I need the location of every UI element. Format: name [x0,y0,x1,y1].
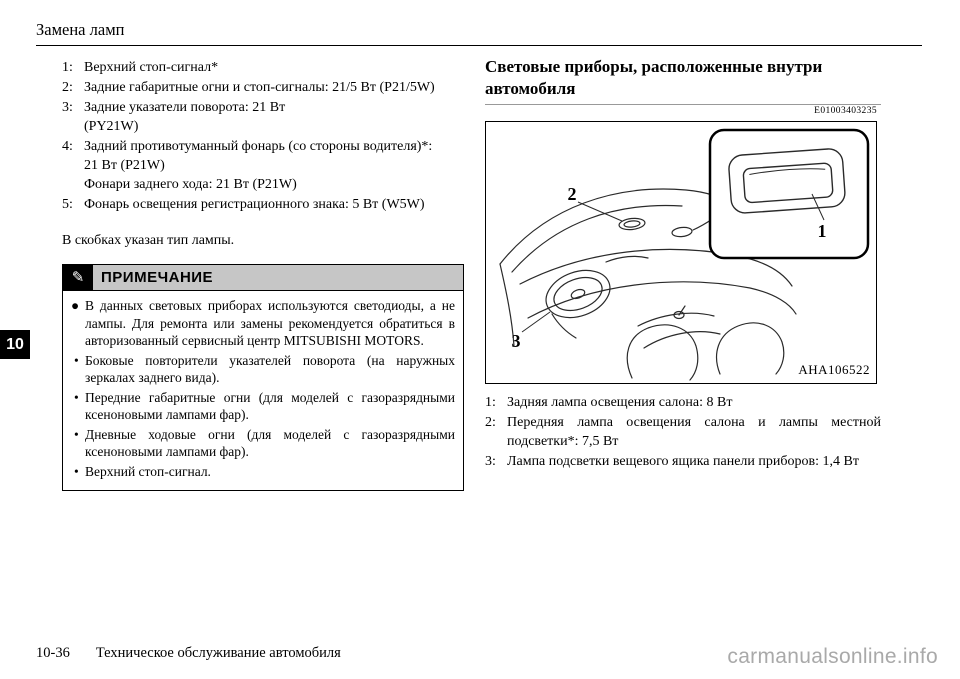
list-number: 5: [62,197,73,212]
list-text [84,78,464,97]
figure-caption: AHA106522 [798,362,870,377]
right-column [485,56,881,472]
footer-section-title: Техническое обслуживание автомобиля [95,645,341,661]
page-footer [36,645,341,662]
exterior-lamp-list [62,58,464,214]
interior-lamp-list [485,393,881,471]
list-line: Фонари заднего хода: 21 Вт (P21W) [84,177,297,192]
note-bullet-text: Верхний стоп-сигнал. [85,463,211,479]
note-bullet-item [74,389,455,424]
page-number: 10-36 [36,645,70,661]
list-item [485,413,881,451]
bullet-dot-icon: ● [71,298,80,313]
bullet-icon: • [74,463,79,479]
list-item [62,98,464,136]
note-bullet-item [74,352,455,387]
list-item [62,195,464,214]
list-line: Задний противотуманный фонарь (со стороны водителя)*: [84,139,433,154]
list-text [84,137,464,194]
list-line: Задние указатели поворота: 21 Вт [84,100,286,115]
callout-1: 1 [817,221,827,241]
note-lead-item [71,297,455,350]
callout-2: 2 [567,184,577,204]
list-number: 3: [485,454,496,469]
section-rule [485,104,881,105]
note-bullet-text: Передние габаритные огни (для моделей с газоразрядными ксеноновыми лампами фар). [85,389,455,422]
list-number: 1: [485,395,496,410]
note-bullet-item [74,463,455,481]
list-line: 21 Вт (P21W) [84,158,165,173]
list-number: 2: [485,415,496,430]
note-body [63,291,463,490]
bullet-icon: • [74,426,79,442]
left-column [62,58,464,491]
list-line: Верхний стоп-сигнал* [84,60,219,75]
bullet-icon: • [74,352,79,368]
reference-code: E01003403235 [814,106,877,116]
note-bullet-text: Дневные ходовые огни (для моделей с газоразрядными ксеноновыми лампами фар). [85,426,455,459]
note-bullet-text: Боковые повторители указателей поворота (на наружных зеркалах заднего вида). [85,352,455,385]
list-item [485,393,881,412]
note-pencil-icon: ✎ [63,265,93,290]
list-number: 1: [62,60,73,75]
chapter-tab: 10 [0,330,30,359]
running-header: Замена ламп [36,20,125,39]
note-box [62,264,464,491]
figure-inset [710,130,868,258]
callout-3: 3 [511,331,521,351]
list-item [62,137,464,194]
list-text: Лампа подсветки вещевого ящика панели приборов: 1,4 Вт [507,454,859,469]
list-item [62,78,464,97]
interior-figure-illustration [486,122,875,382]
note-title: ПРИМЕЧАНИЕ [101,269,214,286]
list-number: 2: [62,80,73,95]
list-line: (PY21W) [84,119,139,134]
bullet-icon: • [74,389,79,405]
list-number: 4: [62,139,73,154]
list-text [84,98,464,136]
note-header [63,265,463,291]
list-item [62,58,464,77]
list-item [485,452,881,471]
note-lead-text: В данных световых приборах используются светодиоды, а не лампы. Для ремонта или замены рекомендуется обратиться в авторизованный сервисный центр MITSUBISHI MOTORS. [85,298,455,348]
header-rule [36,45,922,46]
list-text: Передняя лампа освещения салона и лампы местной подсветки*: 7,5 Вт [507,415,881,449]
section-heading: Световые приборы, расположенные внутри автомобиля [485,57,823,98]
interior-lamps-figure [485,121,877,384]
list-line: Задние габаритные огни и стоп-сигналы: 21/5 Вт (P21/5W) [84,80,435,95]
note-bullet-item [74,426,455,461]
list-line: Фонарь освещения регистрационного знака: 5 Вт (W5W) [84,197,425,212]
list-number: 3: [62,100,73,115]
list-text [84,195,464,214]
list-text: Задняя лампа освещения салона: 8 Вт [507,395,733,410]
watermark: carmanualsonline.info [727,645,938,668]
bracket-note: В скобках указан тип лампы. [62,233,235,248]
list-text [84,58,464,77]
